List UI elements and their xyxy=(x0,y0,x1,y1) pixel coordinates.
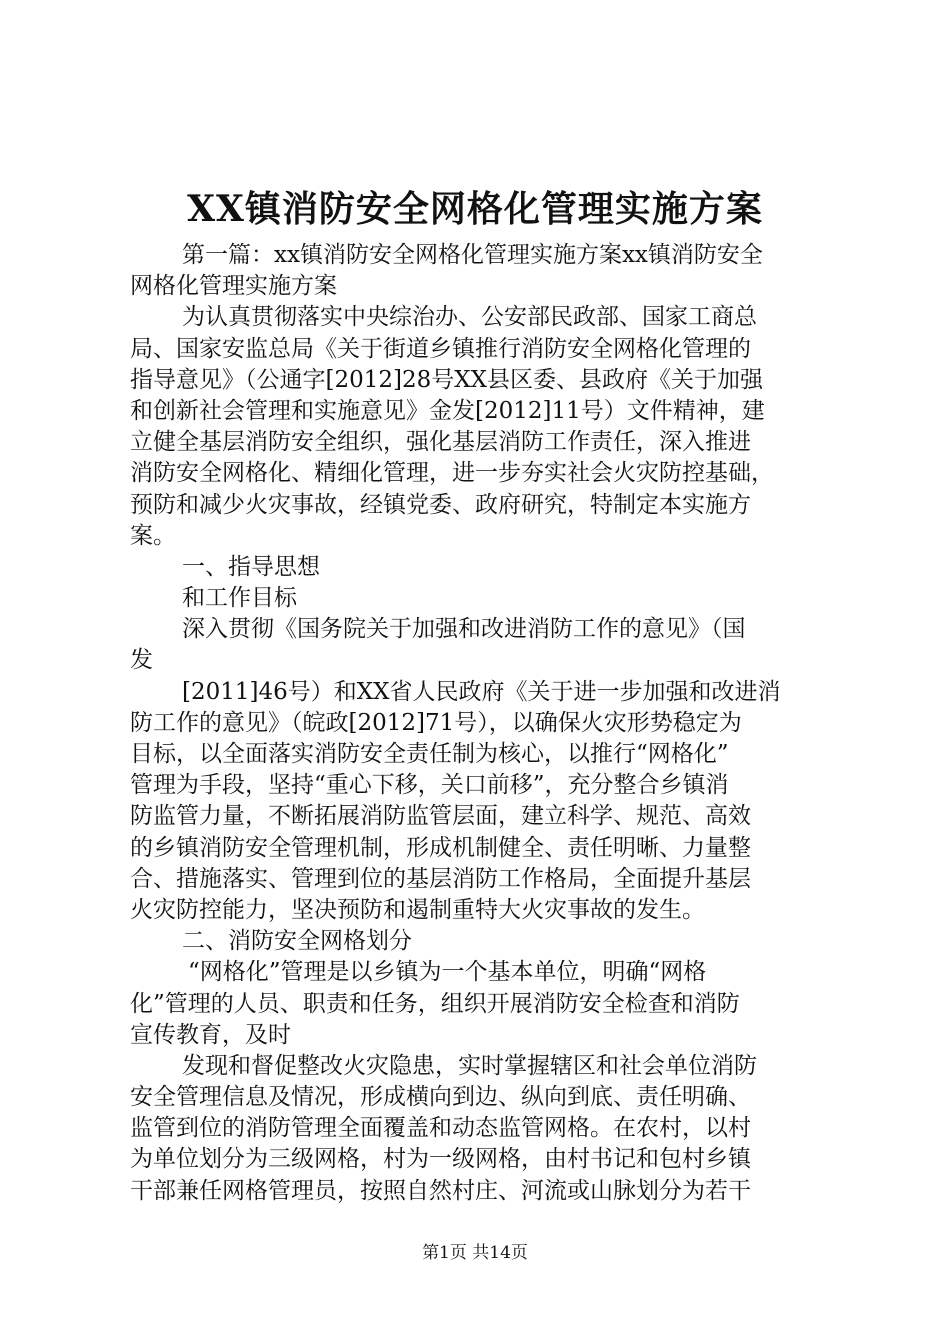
body-line: 为单位划分为三级网格，村为一级网格，由村书记和包村乡镇 xyxy=(130,1146,751,1173)
page-number-footer: 第1页 共14页 xyxy=(422,1243,528,1263)
body-line: 立健全基层消防安全组织，强化基层消防工作责任，深入推进 xyxy=(130,429,751,456)
body-line: 发 xyxy=(130,647,153,674)
body-line: 案。 xyxy=(130,522,176,549)
body-line: 的乡镇消防安全管理机制，形成机制健全、责任明晰、力量整 xyxy=(130,834,751,861)
body-line: 网格化管理实施方案 xyxy=(130,273,337,300)
body-line: 指导意见》（公通字[2012]28号XX县区委、县政府《关于加强 xyxy=(130,366,763,393)
body-line: 宣传教育，及时 xyxy=(130,1021,291,1048)
body-line: 和创新社会管理和实施意见》金发[2012]11号）文件精神，建 xyxy=(130,397,765,424)
body-line: 发现和督促整改火灾隐患，实时掌握辖区和社会单位消防 xyxy=(182,1052,757,1079)
body-line: 化”管理的人员、职责和任务，组织开展消防安全检查和消防 xyxy=(130,990,740,1017)
body-line: 干部兼任网格管理员，按照自然村庄、河流或山脉划分为若干 xyxy=(130,1177,751,1204)
body-line: 为认真贯彻落实中央综治办、公安部民政部、国家工商总 xyxy=(182,304,757,331)
document-title: XX镇消防安全网格化管理实施方案 xyxy=(187,188,763,230)
body-line: “网格化”管理是以乡镇为一个基本单位，明确“网格 xyxy=(188,959,707,986)
body-line: 预防和减少火灾事故，经镇党委、政府研究，特制定本实施方 xyxy=(130,491,751,518)
body-line: 合、措施落实、管理到位的基层消防工作格局，全面提升基层 xyxy=(130,865,751,892)
body-line: 管理为手段，坚持“重心下移，关口前移”，充分整合乡镇消 xyxy=(130,772,729,799)
body-line: 第一篇：xx镇消防安全网格化管理实施方案xx镇消防安全 xyxy=(182,242,763,268)
body-line: 火灾防控能力，坚决预防和遏制重特大火灾事故的发生。 xyxy=(130,896,705,923)
body-line: [2011]46号）和XX省人民政府《关于进一步加强和改进消 xyxy=(182,678,781,705)
body-line: 和工作目标 xyxy=(182,585,297,612)
body-line: 目标，以全面落实消防安全责任制为核心，以推行“网格化” xyxy=(130,741,729,767)
section-heading: 二、消防安全网格划分 xyxy=(182,928,412,955)
body-line: 深入贯彻《国务院关于加强和改进消防工作的意见》（国 xyxy=(182,616,746,643)
section-heading: 一、指导思想 xyxy=(182,553,320,580)
body-line: 防监管力量，不断拓展消防监管层面，建立科学、规范、高效 xyxy=(130,803,751,830)
body-line: 局、国家安监总局《关于街道乡镇推行消防安全网格化管理的 xyxy=(130,335,751,362)
body-line: 监管到位的消防管理全面覆盖和动态监管网格。在农村，以村 xyxy=(130,1115,751,1142)
body-line: 消防安全网格化、精细化管理，进一步夯实社会火灾防控基础， xyxy=(130,460,774,487)
body-line: 防工作的意见》（皖政[2012]71号），以确保火灾形势稳定为 xyxy=(130,709,742,736)
document-body xyxy=(130,240,830,1207)
body-line: 安全管理信息及情况，形成横向到边、纵向到底、责任明确、 xyxy=(130,1084,751,1111)
